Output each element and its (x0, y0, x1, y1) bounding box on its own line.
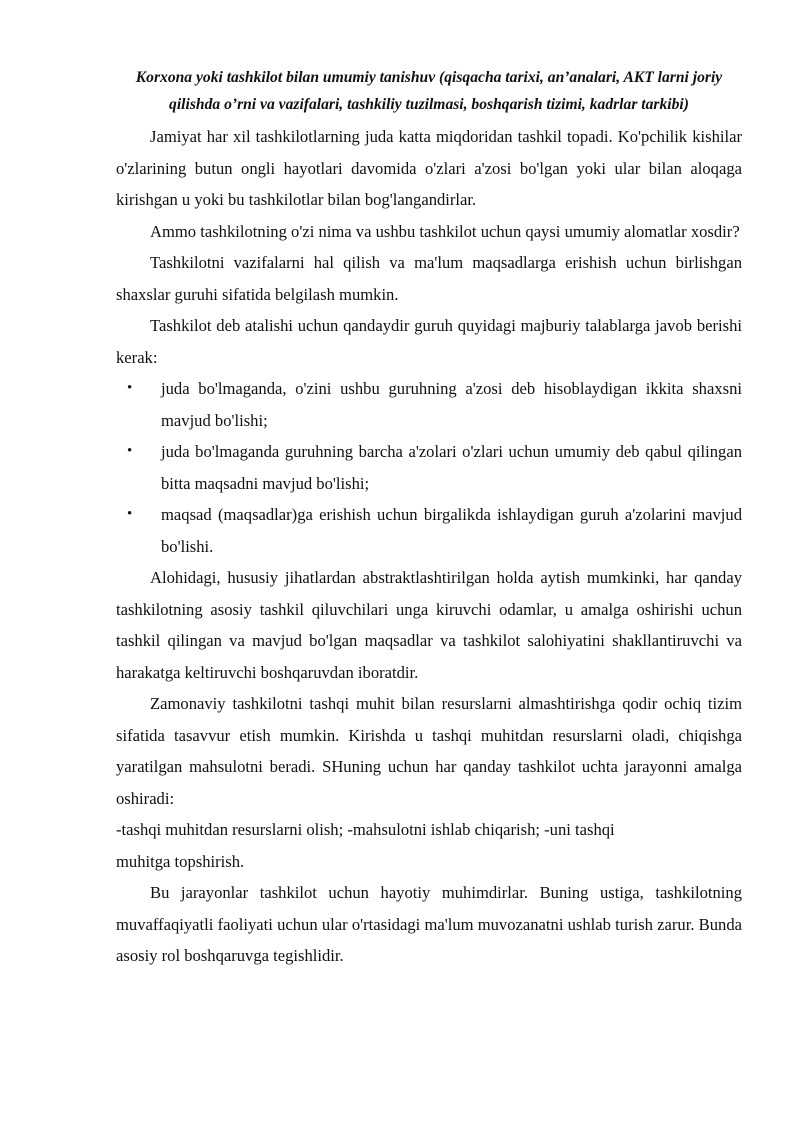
bullet-icon: • (127, 506, 133, 522)
list-item-text: juda bo'lmaganda, o'zini ushbu guruhning a'zosi deb hisoblaydigan ikkita shaxsni mavjud bo'lishi; (161, 379, 742, 430)
bullet-icon: • (127, 443, 133, 459)
paragraph-society: Jamiyat har xil tashkilotlarning juda katta miqdoridan tashkil topadi. Ko'pchilik kishilar o'zlarining butun ongli hayotlari davomida o'zlari a'zosi bo'lgan yoki ular bilan aloqaga kirishgan u yoki bu tashkilotlar bilan bog'langandirlar. (116, 127, 742, 209)
paragraph-requirements: Tashkilot deb atalishi uchun qandaydir guruh quyidagi majburiy talablarga javob berishi kerak: (116, 316, 742, 367)
document-page (116, 52, 742, 972)
list-item (116, 499, 742, 562)
paragraph-definition: Tashkilotni vazifalarni hal qilish va ma'lum maqsadlarga erishish uchun birlishgan shaxslar guruhi sifatida belgilash mumkin. (116, 253, 742, 304)
section-heading-text: Korxona yoki tashkilot bilan umumiy tanishuv (qisqacha tarixi, an’analari, AKT larni joriy qilishda o’rni va vazifalari, tashkiliy tuzilmasi, boshqarish tizimi, kadrlar tarkibi) (135, 69, 723, 113)
paragraph-conclusion: Bu jarayonlar tashkilot uchun hayotiy muhimdirlar. Buning ustiga, tashkilotning muvaffaqiyatli faoliyati uchun ular o'rtasidagi ma'lum muvozanatni ushlab turish zarur. Bunda asosiy rol boshqaruvga tegishlidir. (116, 883, 742, 965)
paragraph-components: Alohidagi, hususiy jihatlardan abstraktlashtirilgan holda aytish mumkinki, har qanday tashkilotning asosiy tashkil qiluvchilari unga kiruvchi odamlar, u amalga oshirishi uchun tashkil qilingan va mavjud bo'lgan maqsadlar va tashkilot salohiyatini shakllantiruvchi va harakatga keltiruvchi boshqaruvdan iboratdir. (116, 568, 742, 682)
process-line-1: -tashqi muhitdan resurslarni olish; -mahsulotni ishlab chiqarish; -uni tashqi (116, 820, 615, 839)
requirements-list (116, 373, 742, 562)
list-item-text: maqsad (maqsadlar)ga erishish uchun birgalikda ishlaydigan guruh a'zolarini mavjud bo'lishi. (161, 505, 742, 556)
section-heading (116, 52, 742, 118)
process-line-2: muhitga topshirish. (116, 851, 245, 871)
list-item-text: juda bo'lmaganda guruhning barcha a'zolari o'zlari uchun umumiy deb qabul qilingan bitta maqsadni mavjud bo'lishi; (161, 442, 742, 493)
paragraph-open-system: Zamonaviy tashkilotni tashqi muhit bilan resurslarni almashtirishga qodir ochiq tizim sifatida tasavvur etish mumkin. Kirishda u tashqi muhitdan resurslarni oladi, chiqishga yaratilgan mahsulotni beradi. SHuning uchun har qanday tashkilot uchta jarayonni amalga oshiradi: (116, 694, 742, 808)
list-item (116, 436, 742, 499)
bullet-icon: • (127, 380, 133, 396)
paragraph-question: Ammo tashkilotning o'zi nima va ushbu tashkilot uchun qaysi umumiy alomatlar xosdir? (150, 221, 740, 241)
list-item (116, 373, 742, 436)
